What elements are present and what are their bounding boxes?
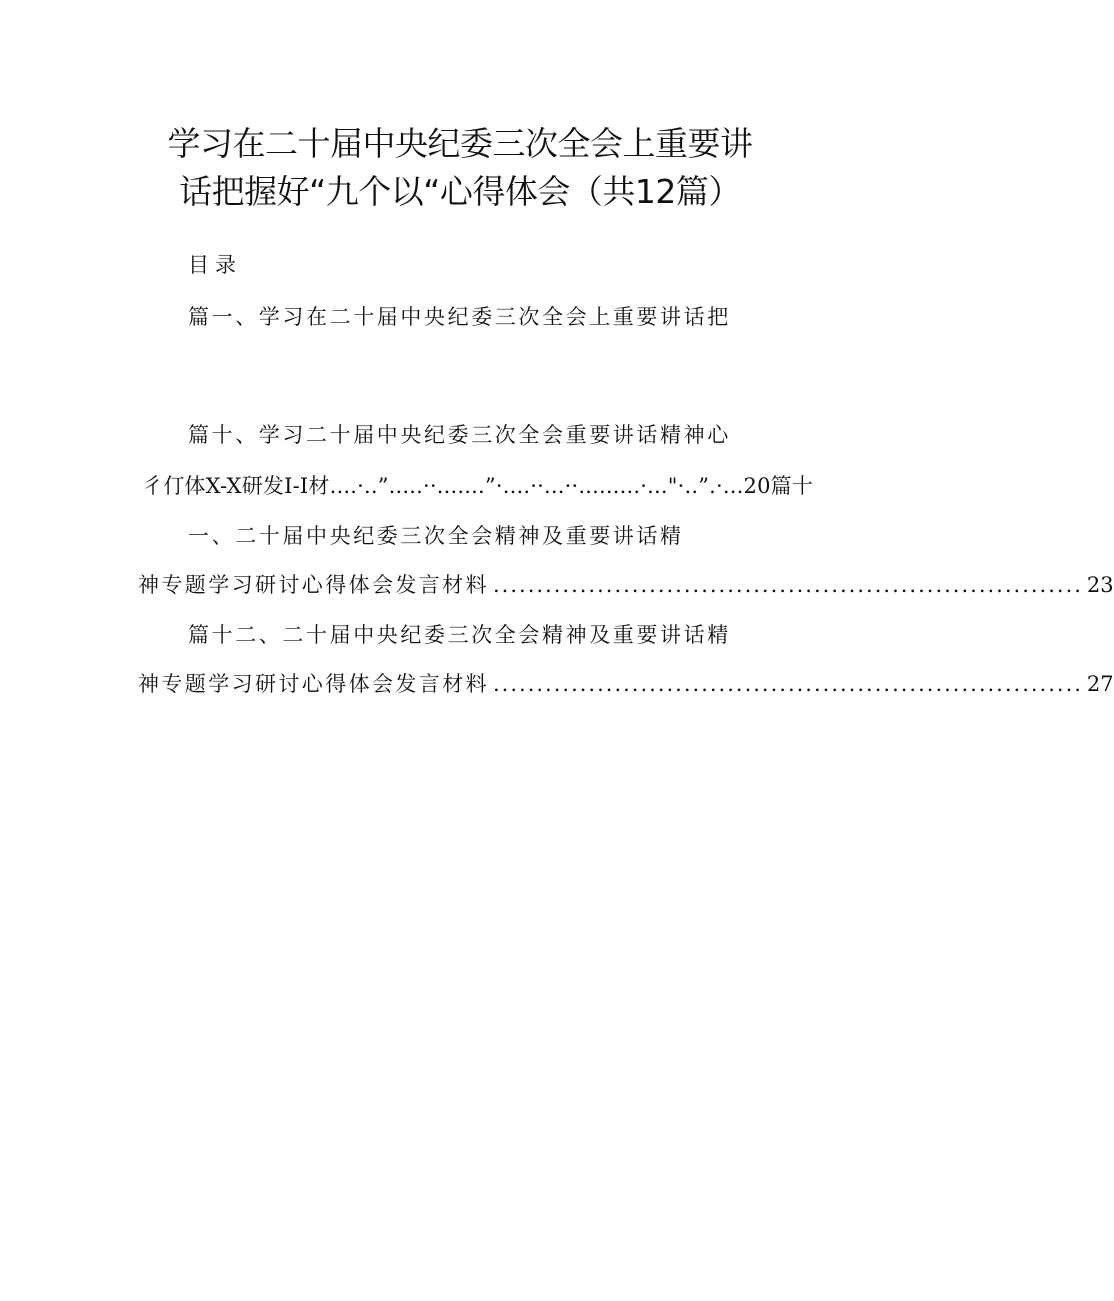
toc-entry-12-title: 神专题学习研讨心得体会发言材料	[138, 672, 489, 696]
toc-entry-1[interactable]: 篇一、学习在二十届中央纪委三次全会上重要讲话把	[188, 305, 731, 329]
toc-entry-11-line-1[interactable]: 一、二十届中央纪委三次全会精神及重要讲话精	[188, 524, 684, 548]
toc-entry-11-page: 23	[1086, 573, 1114, 597]
toc-entry-11-line-2[interactable]	[138, 570, 1114, 600]
document-title-line-2: 话把握好“九个以“心得体会（共12篇）	[179, 172, 741, 211]
toc-leader-dots: ....................................................................	[493, 672, 1083, 696]
toc-entry-10-line-1[interactable]: 篇十、学习二十届中央纪委三次全会重要讲话精神心	[188, 423, 731, 447]
toc-leader-dots: ....................................................................	[493, 573, 1083, 597]
toc-entry-12-line-1[interactable]: 篇十二、二十届中央纪委三次全会精神及重要讲话精	[188, 623, 731, 647]
toc-entry-12-page: 27	[1086, 672, 1114, 696]
toc-entry-11-title: 神专题学习研讨心得体会发言材料	[138, 573, 489, 597]
toc-entry-10-line-2[interactable]: 彳仃体X-X研发I-I材....·..”.....··.......”·....··...··.........·..."·..”.·...20篇十	[142, 474, 814, 498]
toc-heading: 目录	[188, 253, 242, 277]
toc-entry-12-line-2[interactable]	[138, 669, 1114, 699]
document-title-line-1: 学习在二十届中央纪委三次全会上重要讲	[167, 124, 753, 163]
